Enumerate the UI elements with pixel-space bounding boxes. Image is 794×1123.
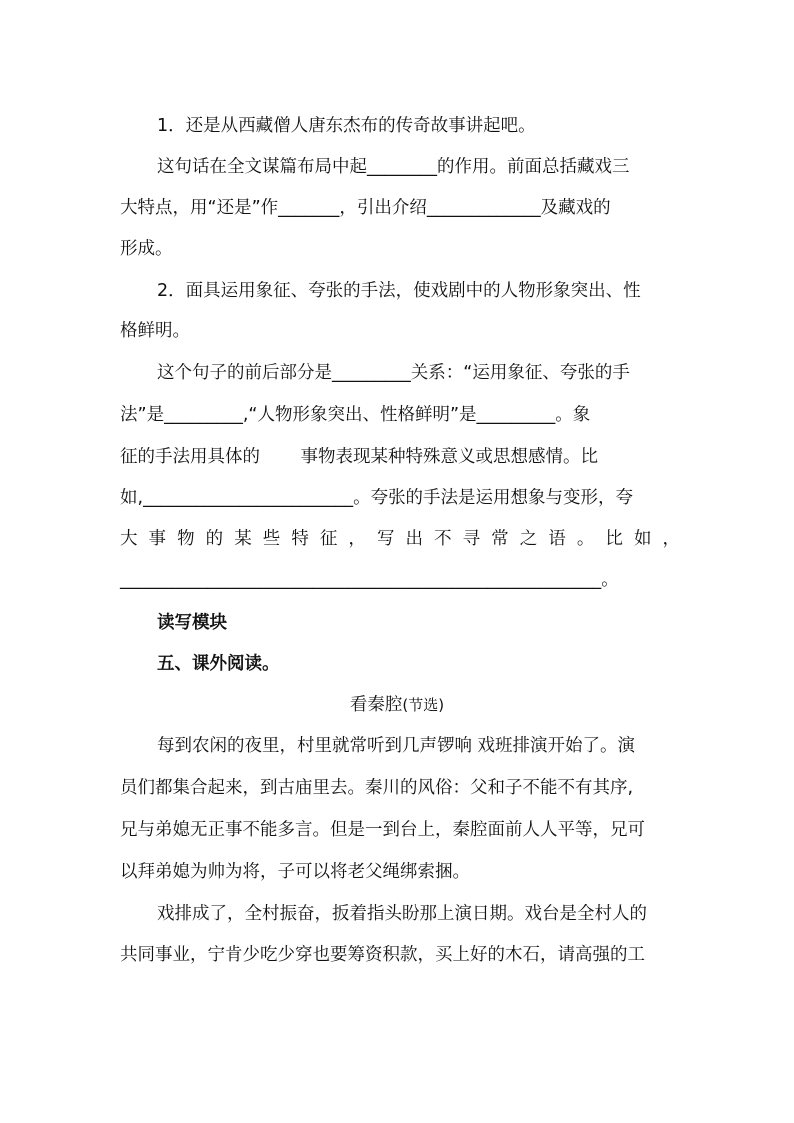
- passage-title: [0, 693, 794, 717]
- question-1-answer-line-1: 这句话在全文谋篇布局中起________的作用。前面总括藏戏三: [157, 157, 630, 177]
- question-2-answer-line-2: 法”是_________,“人物形象突出、性格鲜明”是_________。象: [120, 405, 591, 425]
- question-1-answer-line-2: 大特点，用“还是”作_______，引出介绍_____________及藏戏的: [120, 198, 611, 218]
- passage-paragraph-1-line-4: 以拜弟媳为帅为将，子可以将老父绳绑索捆。: [120, 862, 470, 882]
- passage-paragraph-1-line-2: 员们都集合起来，到古庙里去。秦川的风俗：父和子不能不有其序,: [120, 778, 634, 798]
- passage-paragraph-2-line-1: 戏排成了，全村振奋，扳着指头盼那上演日期。戏台是全村人的: [157, 904, 647, 924]
- question-2-answer-line-6: _______________________________________________________。: [120, 570, 619, 590]
- question-1-text: 1．还是从西藏僧人唐东杰布的传奇故事讲起吧。: [157, 116, 536, 136]
- passage-title-text: 看秦腔: [349, 695, 403, 715]
- passage-paragraph-1-line-3: 兄与弟媳无正事不能多言。但是一到台上，秦腔面前人人平等，兄可: [120, 820, 645, 840]
- question-2-text-line-1: 2．面具运用象征、夸张的手法，使戏剧中的人物形象突出、性: [157, 281, 641, 301]
- question-2-answer-line-3: 征的手法用具体的 事物表现某种特殊意义或思想感情。比: [120, 447, 599, 467]
- question-2-answer-line-5: 大事物的某些特征，写出不寻常之语。比如，: [120, 529, 680, 549]
- passage-paragraph-1-line-1: 每到农闲的夜里，村里就常听到几声锣响 戏班排演开始了。演: [157, 736, 636, 756]
- passage-title-note: (节选): [402, 696, 445, 714]
- question-1-answer-line-3: 形成。: [120, 239, 173, 259]
- module-heading: 读写模块: [157, 613, 227, 633]
- question-2-answer-line-4: 如,________________________。夸张的手法是运用想象与变形，夸: [120, 488, 634, 508]
- question-2-text-line-2: 格鲜明。: [120, 321, 190, 341]
- section-heading: 五、课外阅读。: [157, 654, 280, 674]
- passage-paragraph-2-line-2: 共同事业，宁肯少吃少穿也要筹资积款，买上好的木石，请高强的工: [120, 945, 645, 965]
- question-2-answer-line-1: 这个句子的前后部分是_________关系：“运用象征、夸张的手: [157, 363, 630, 383]
